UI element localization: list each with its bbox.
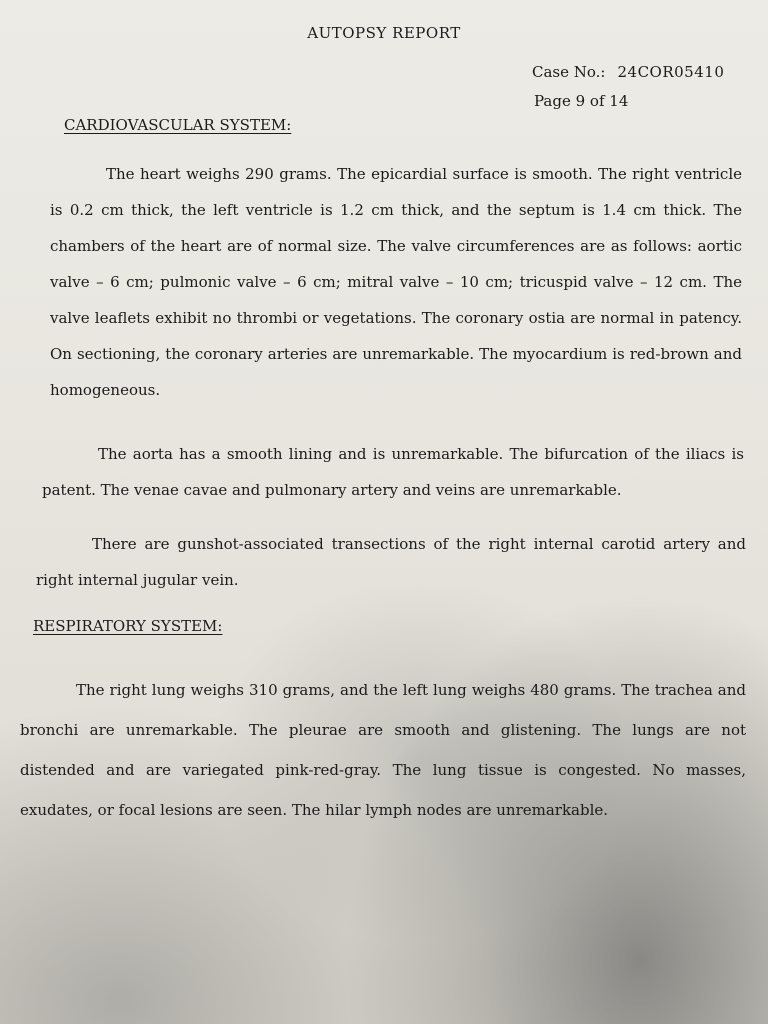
paragraph-text: The aorta has a smooth lining and is unremarkable. The bifurcation of the iliacs is patent. The venae cavae and pulmonary artery and veins are unremarkable. — [42, 445, 744, 499]
cardiovascular-paragraph-2 — [42, 436, 744, 508]
page-number: Page 9 of 14 — [534, 92, 629, 110]
paragraph-text: There are gunshot-associated transections of the right internal carotid artery and right internal jugular vein. — [36, 535, 746, 589]
paragraph-text: The right lung weighs 310 grams, and the left lung weighs 480 grams. The trachea and bronchi are unremarkable. The pleurae are smooth and glistening. The lungs are not distended and are variegated pink-red-gray. The lung tissue is congested. No masses, exudates, or focal lesions are seen. The hilar lymph nodes are unremarkable. — [20, 681, 746, 819]
respiratory-heading: RESPIRATORY SYSTEM: — [33, 617, 223, 635]
cardiovascular-paragraph-3 — [36, 526, 746, 598]
cardiovascular-paragraph-1 — [50, 156, 742, 408]
case-number-value: 24COR05410 — [617, 63, 725, 81]
case-number-line — [532, 63, 724, 81]
respiratory-paragraph-1 — [20, 670, 746, 830]
paragraph-text: The heart weighs 290 grams. The epicardial surface is smooth. The right ventricle is 0.2 cm thick, the left ventricle is 1.2 cm thick, and the septum is 1.4 cm thick. The chambers of the heart are of normal size. The valve circumferences are as follows: aortic valve – 6 cm; pulmonic valve – 6 cm; mitral valve – 10 cm; tricuspid valve – 12 cm. The valve leaflets exhibit no thrombi or vegetations. The coronary ostia are normal in patency. On sectioning, the coronary arteries are unremarkable. The myocardium is red-brown and homogeneous. — [50, 165, 742, 399]
case-number-label: Case No.: — [532, 63, 606, 81]
report-title: AUTOPSY REPORT — [307, 24, 461, 42]
cardiovascular-heading: CARDIOVASCULAR SYSTEM: — [64, 116, 292, 134]
